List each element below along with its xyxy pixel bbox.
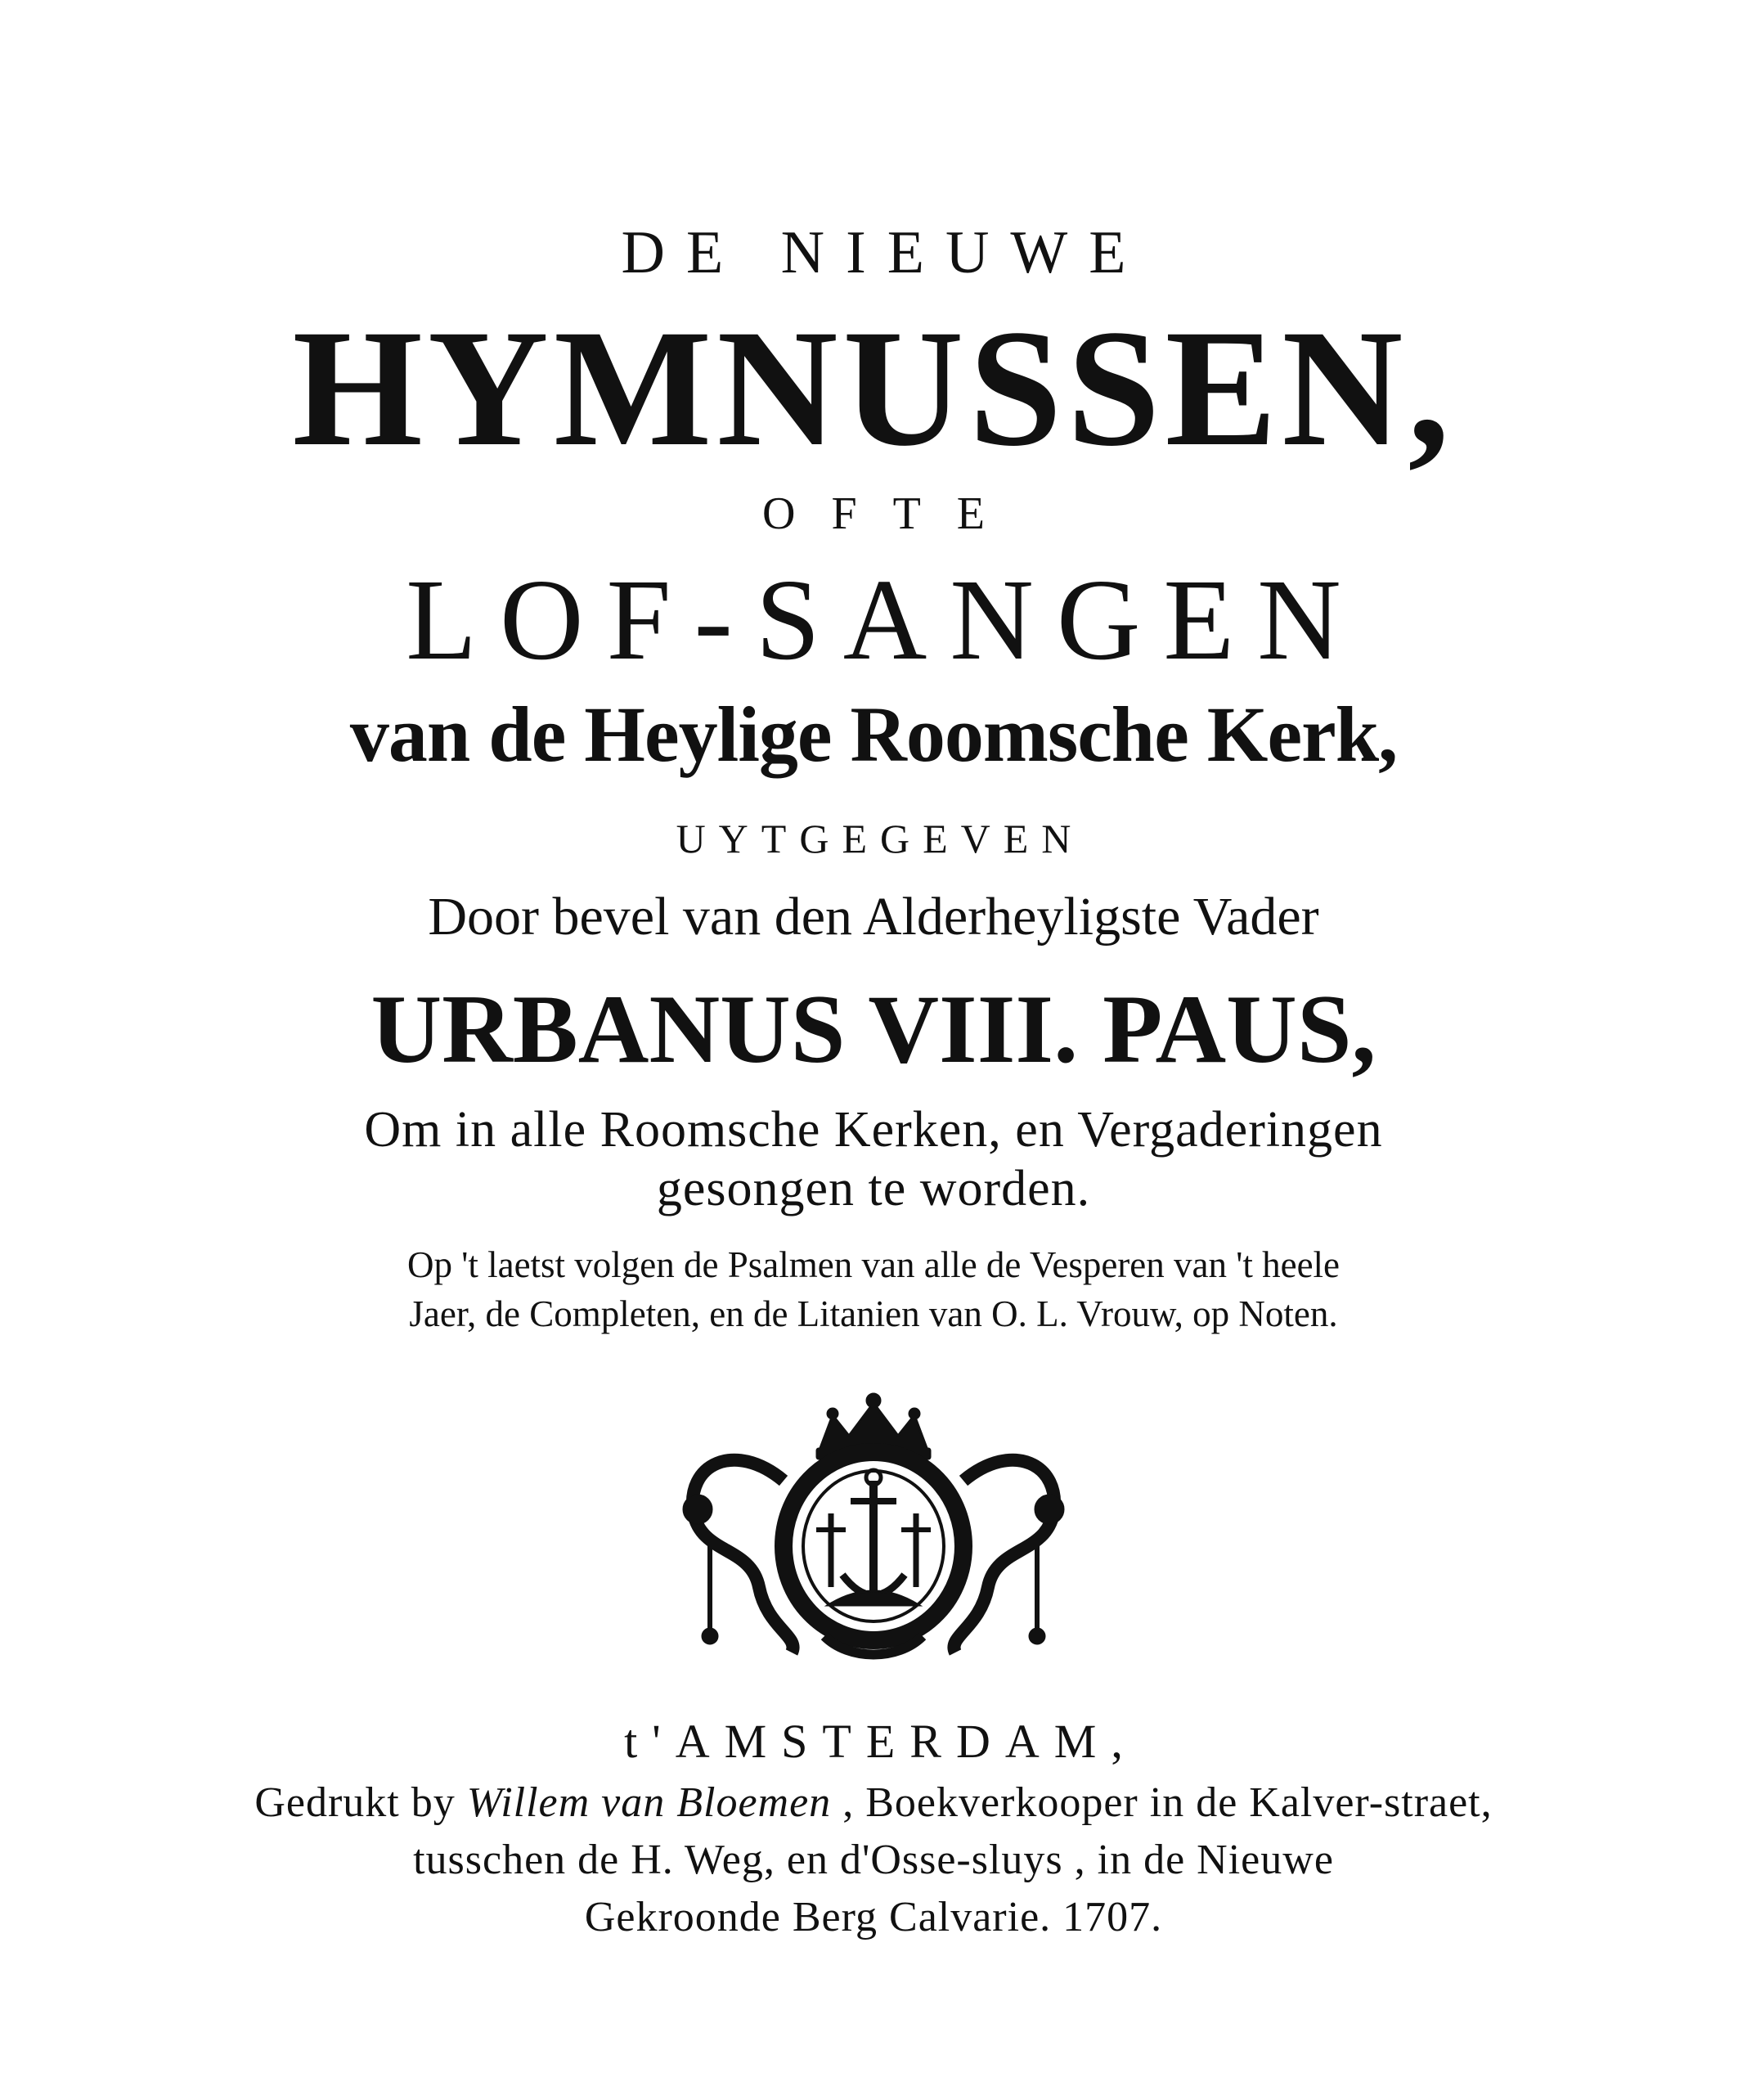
main-title: HYMNUSSEN, — [292, 295, 1455, 481]
imprint-printer-line — [0, 1779, 1747, 1826]
imprint-address-2: Gekroonde Berg Calvarie. 1707. — [584, 1894, 1163, 1940]
title-prefix: DE NIEUWE — [621, 219, 1147, 286]
purpose-line-2: gesongen te worden. — [656, 1161, 1091, 1216]
printer-name: Willem van Bloemen — [466, 1779, 832, 1826]
imprint-printed-suffix: , Boekverkooper in de Kalver-straet, — [831, 1779, 1493, 1826]
title-church: van de Heylige Roomsche Kerk, — [349, 690, 1398, 778]
contents-note-line-2: Jaer, de Completen, en de Litanien van O. L. Vrouw, op Noten. — [409, 1293, 1338, 1334]
imprint-printed-prefix: Gedrukt by — [254, 1779, 467, 1826]
pope-name: URBANUS VIII. PAUS, — [371, 974, 1376, 1083]
imprint-address-1: tusschen de H. Weg, en d'Osse-sluys , in de Nieuwe — [413, 1837, 1334, 1883]
published-heading: UYTGEGEVEN — [676, 816, 1085, 861]
purpose-line-1: Om in alle Roomsche Kerken, en Vergaderingen — [364, 1102, 1383, 1158]
printer-device-crowned-anchor-cross-icon — [661, 1391, 1086, 1661]
secondary-title: LOF-SANGEN — [406, 555, 1364, 684]
authority-line: Door bevel van den Alderheyligste Vader — [428, 887, 1319, 947]
title-conjunction: OFTE — [762, 488, 1021, 539]
contents-note-line-1: Op 't laetst volgen de Psalmen van alle de Vesperen van 't heele — [406, 1244, 1341, 1285]
imprint-city: t'AMSTERDAM, — [624, 1715, 1138, 1768]
